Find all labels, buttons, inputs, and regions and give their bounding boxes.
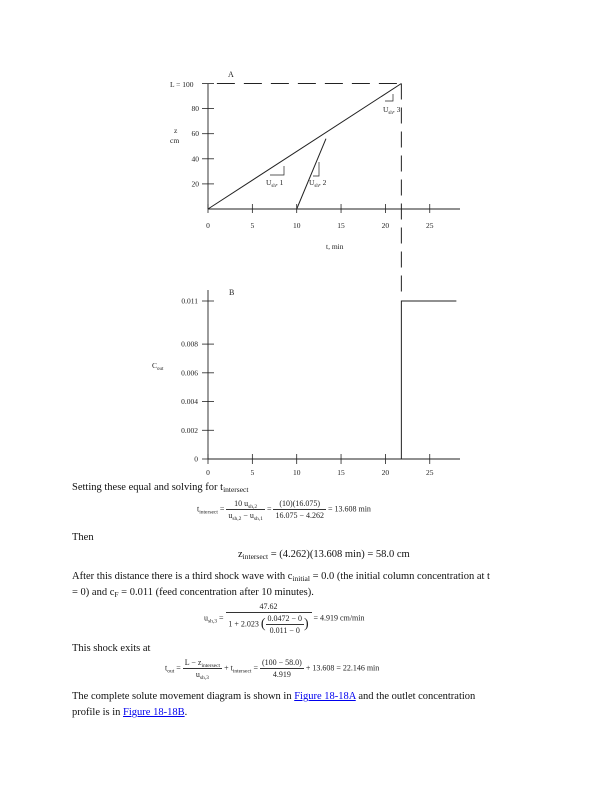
ylabel-a-z: z — [174, 126, 178, 135]
slope-triangle-3 — [385, 94, 393, 101]
shock-label-2: $U_{sh}$, 2 — [309, 178, 327, 189]
x-tick-label-a: 5 — [250, 221, 255, 230]
y-tick-label-b: 0.006 — [181, 368, 198, 378]
y-tick-label-b: 0.004 — [181, 397, 198, 407]
panel-b-label: B — [229, 288, 235, 297]
x-tick-label-b: 15 — [337, 468, 345, 477]
paragraph-third-shock-line2: = 0) and $c_F = 0.011$ (feed concentration after 10 minutes). — [72, 587, 314, 599]
shock-label-1: $U_{sh}$, 1 — [266, 178, 284, 189]
x-tick-label-b: 10 — [292, 468, 301, 477]
y-tick-label-a: 60 — [191, 129, 199, 139]
panel-a-label: A — [228, 70, 234, 79]
y-tick-label-b: 0.002 — [181, 425, 198, 435]
y-tick-label-a: 80 — [191, 104, 199, 114]
x-tick-label-b: 5 — [250, 468, 255, 477]
equation-t-intersect: $t_{intersect}$ = $\frac{10 u_{sh,2}}{u_{sh,2} - u_{sh,1}}$ = $\frac{(10)(16.075)}{16.075 - 4.262}$ = 13.608 min — [197, 499, 371, 522]
link-figure-18-18a[interactable]: Figure 18-18A — [294, 691, 356, 702]
y-tick-label-b: 0.011 — [181, 296, 198, 306]
equation-z-intersect: $z_{intersect} = (4.262)(13.608$ min) = 58.0 cm — [238, 549, 410, 561]
x-tick-label-a: 20 — [381, 221, 390, 230]
shock-line-2 — [297, 139, 326, 209]
paragraph-third-shock-line1: After this distance there is a third shock wave with $c_{initial} = 0.0$ (the initial column concentration at t — [72, 571, 490, 583]
outlet-concentration-step — [208, 301, 456, 459]
y-tick-label-a: 20 — [191, 179, 199, 189]
figure-b-chart — [152, 288, 460, 477]
ylabel-a-cm: cm — [170, 136, 180, 145]
x-tick-label-b: 20 — [381, 468, 390, 477]
x-tick-label-a: 15 — [337, 221, 345, 230]
paragraph-then: Then — [72, 532, 94, 543]
figure-a-chart — [170, 70, 460, 296]
shock-label-3: $U_{sh}$, 3 — [383, 105, 401, 116]
xlabel-a: t, min — [326, 242, 344, 251]
paragraph-setting-equal: Setting these equal and solving for $t_{intersect}$ — [72, 482, 249, 494]
link-figure-18-18b[interactable]: Figure 18-18B — [123, 707, 185, 718]
y-tick-label-b: 0.008 — [181, 339, 198, 349]
equation-u-sh3: $u_{sh,3}$ = 47.62 1 + 2.023 ( $\frac{0.0472 - 0}{0.011 - 0}$ ) = 4.919 cm/min — [204, 602, 365, 635]
x-tick-label-b: 25 — [426, 468, 434, 477]
x-tick-label-a: 0 — [206, 221, 210, 230]
x-tick-label-a: 25 — [426, 221, 434, 230]
ylabel-b: $C_{out}$ — [152, 361, 164, 372]
y-tick-label-a: 40 — [191, 154, 199, 164]
paragraph-shock-exits: This shock exits at — [72, 643, 151, 654]
x-tick-label-b: 0 — [206, 468, 210, 477]
x-tick-label-a: 10 — [292, 221, 301, 230]
top-l-label: L = 100 — [170, 80, 194, 89]
paragraph-complete-diagram-line1: The complete solute movement diagram is shown in Figure 18-18A and the outlet concentration — [72, 691, 476, 702]
y-tick-label-b: 0 — [194, 454, 198, 464]
equation-t-out: $t_{out}$ = $\frac{L - z_{intersect}}{u_{sh,3}}$ + $t_{intersect}$ = $\frac{(100 - 58.0)}{4.919}$ + 13.608 = 22.146 min — [165, 658, 380, 681]
paragraph-complete-diagram-line2: profile is in Figure 18-18B. — [72, 707, 188, 718]
